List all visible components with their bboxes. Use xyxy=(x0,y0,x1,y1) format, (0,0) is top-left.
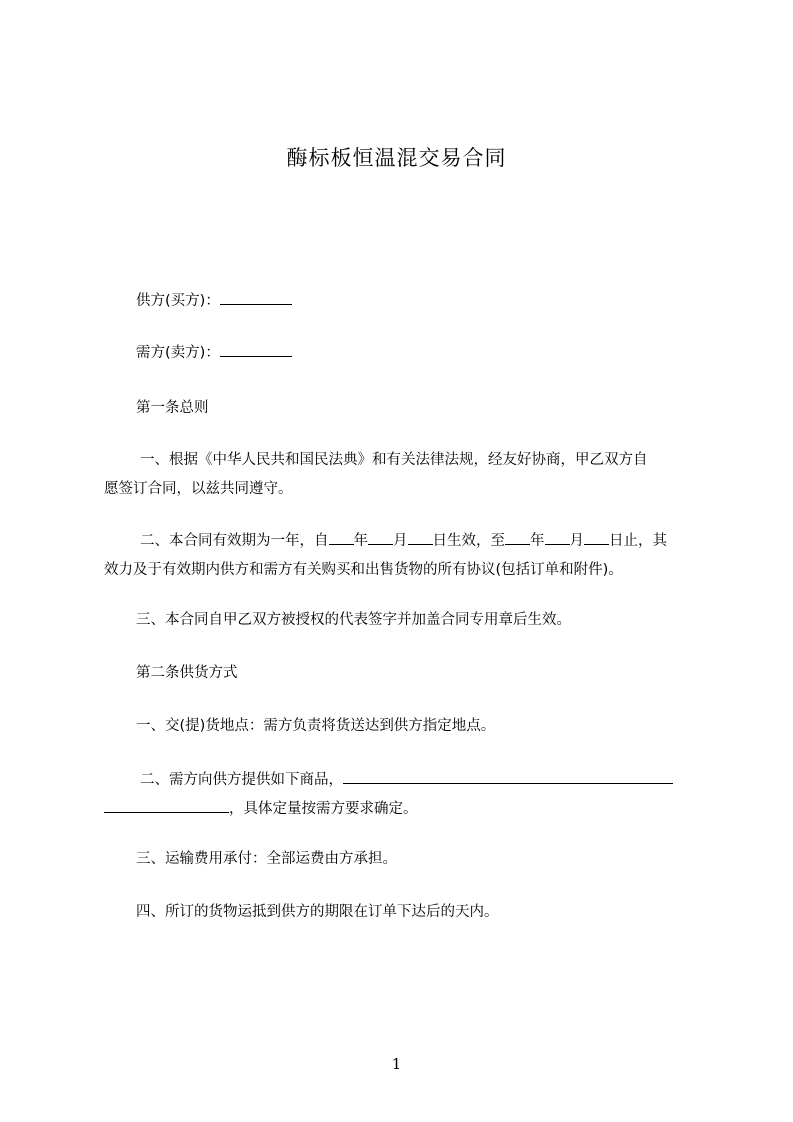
article1-item1-line2: 愿签订合同，以兹共同遵守。 xyxy=(104,481,293,497)
article1-heading: 第一条总则 xyxy=(136,400,209,416)
article2-item3: 三、运输费用承付：全部运费由方承担。 xyxy=(136,851,397,867)
supplier-line xyxy=(104,287,736,316)
article1-item2-line1 xyxy=(104,527,740,556)
supplier-label: 供方(买方)： xyxy=(136,293,220,309)
day-label-2: 日止，其 xyxy=(609,533,667,549)
goods-blank-2 xyxy=(104,797,229,813)
buyer-line xyxy=(104,339,736,368)
year-blank-2 xyxy=(505,529,530,545)
article2-heading: 第二条供货方式 xyxy=(136,665,238,681)
year-blank-1 xyxy=(329,529,354,545)
day-blank-2 xyxy=(584,529,609,545)
year-label-2: 年 xyxy=(530,533,545,549)
year-label-1: 年 xyxy=(353,533,368,549)
month-blank-2 xyxy=(545,529,570,545)
article1-item1-line1: 一、根据《中华人民共和国民法典》和有关法律法规，经友好协商，甲乙双方自 xyxy=(140,452,648,468)
month-label-1: 月 xyxy=(393,533,408,549)
article2-item1: 一、交(提)货地点：需方负责将货送达到供方指定地点。 xyxy=(136,718,496,734)
article2-item2-line1 xyxy=(104,766,740,795)
month-label-2: 月 xyxy=(569,533,584,549)
article2-item2-line2 xyxy=(104,795,704,824)
document-title: 酶标板恒温混交易合同 xyxy=(286,146,507,170)
article2-item2-text: 二、需方向供方提供如下商品， xyxy=(140,772,343,788)
day-blank-1 xyxy=(408,529,433,545)
day-label-1: 日生效，至 xyxy=(432,533,505,549)
article2-item4: 四、所订的货物运抵到供方的期限在订单下达后的天内。 xyxy=(136,904,499,920)
page-number: 1 xyxy=(391,1055,402,1073)
buyer-label: 需方(卖方)： xyxy=(136,345,220,361)
article1-item3: 三、本合同自甲乙双方被授权的代表签字并加盖合同专用章后生效。 xyxy=(136,612,571,628)
month-blank-1 xyxy=(368,529,393,545)
article1-item2-line2: 效力及于有效期内供方和需方有关购买和出售货物的所有协议(包括订单和附件)。 xyxy=(104,562,623,578)
buyer-blank xyxy=(220,341,292,357)
article1-item2-text: 二、本合同有效期为一年，自 xyxy=(140,533,329,549)
article2-item2-suffix: ，具体定量按需方要求确定。 xyxy=(229,801,418,817)
supplier-blank xyxy=(220,289,292,305)
goods-blank-1 xyxy=(343,768,673,784)
